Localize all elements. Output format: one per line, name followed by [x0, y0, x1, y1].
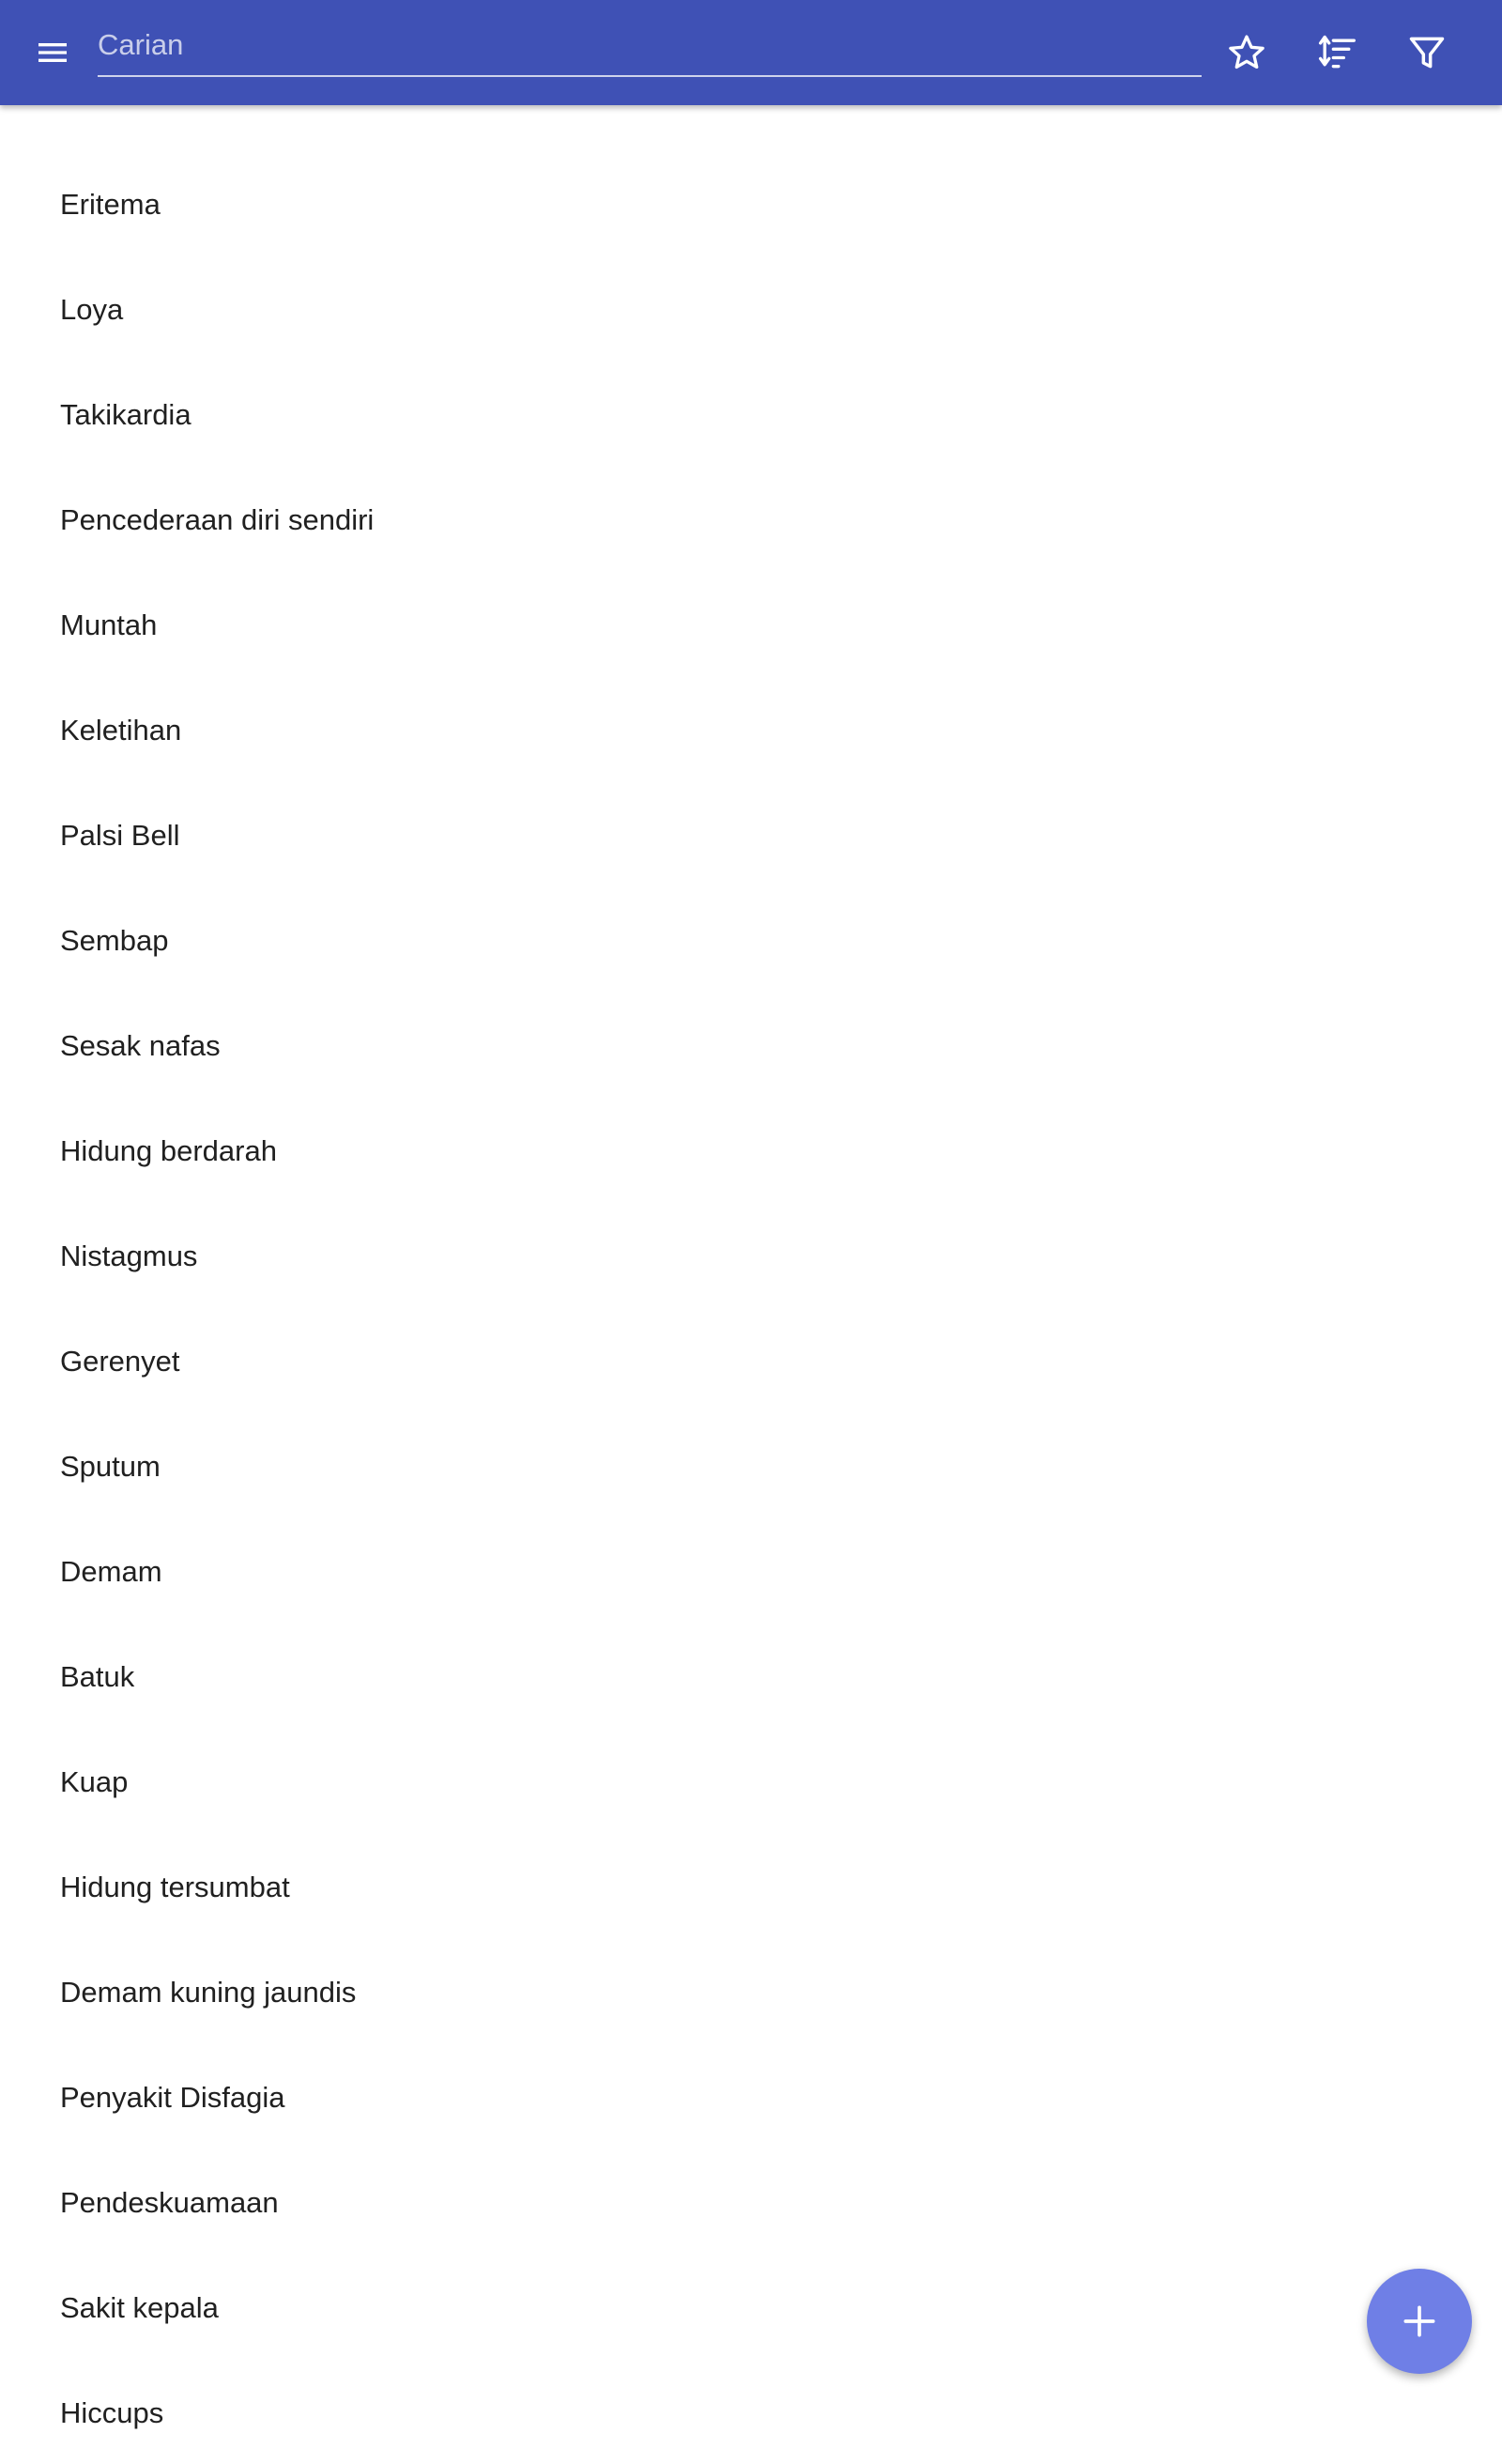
list-item[interactable]	[0, 676, 1502, 781]
list-item[interactable]	[0, 1097, 1502, 1202]
list-item[interactable]	[0, 1623, 1502, 1728]
list-item[interactable]	[0, 781, 1502, 886]
list-item-label: Hidung tersumbat	[60, 1871, 290, 1903]
menu-button[interactable]	[19, 19, 86, 86]
list-item-label: Muntah	[60, 608, 158, 641]
list-item-label: Hiccups	[60, 2396, 164, 2429]
list-item-label: Nistagmus	[60, 1240, 198, 1272]
list-item[interactable]	[0, 1307, 1502, 1412]
menu-icon	[34, 34, 71, 71]
list-item[interactable]	[0, 571, 1502, 676]
plus-icon	[1399, 2301, 1440, 2342]
list-item-label: Sembap	[60, 924, 169, 957]
list-item[interactable]	[0, 1412, 1502, 1517]
list-item-label: Sputum	[60, 1450, 161, 1483]
list-item[interactable]	[0, 1938, 1502, 2043]
list-item[interactable]	[0, 992, 1502, 1097]
list-item-label: Sesak nafas	[60, 1029, 221, 1062]
list-item-label: Takikardia	[60, 398, 192, 431]
list-item[interactable]	[0, 886, 1502, 992]
list-item-label: Kuap	[60, 1765, 129, 1798]
sort-button[interactable]	[1301, 19, 1372, 86]
symptom-list	[0, 105, 1502, 2429]
list-item[interactable]	[0, 2254, 1502, 2359]
list-item-label: Demam kuning jaundis	[60, 1976, 357, 2009]
list-item[interactable]	[0, 466, 1502, 571]
list-item-label: Eritema	[60, 188, 161, 221]
list-item-label: Loya	[60, 293, 124, 326]
list-item[interactable]	[0, 150, 1502, 255]
search-field[interactable]	[98, 17, 1202, 77]
list-item[interactable]	[0, 2043, 1502, 2148]
favorites-button[interactable]	[1211, 19, 1282, 86]
list-item-label: Keletihan	[60, 714, 182, 747]
list-item-label: Palsi Bell	[60, 819, 180, 852]
list-item[interactable]	[0, 255, 1502, 361]
filter-icon	[1406, 32, 1448, 73]
list-item-label: Demam	[60, 1555, 162, 1588]
list-item-label: Hidung berdarah	[60, 1134, 277, 1167]
list-item-label: Pendeskuamaan	[60, 2186, 279, 2219]
list-item[interactable]	[0, 1833, 1502, 1938]
list-item[interactable]	[0, 2148, 1502, 2254]
list-item[interactable]	[0, 2359, 1502, 2464]
sort-icon	[1316, 32, 1357, 73]
list-item[interactable]	[0, 361, 1502, 466]
list-item-label: Batuk	[60, 1660, 135, 1693]
list-item-label: Gerenyet	[60, 1345, 180, 1378]
search-input[interactable]	[98, 17, 1202, 73]
add-button[interactable]	[1367, 2269, 1472, 2374]
list-item-label: Penyakit Disfagia	[60, 2081, 285, 2114]
list-item[interactable]	[0, 1517, 1502, 1623]
filter-button[interactable]	[1391, 19, 1463, 86]
list-item[interactable]	[0, 1202, 1502, 1307]
list-item-label: Pencederaan diri sendiri	[60, 503, 375, 536]
list-item-label: Sakit kepala	[60, 2291, 219, 2324]
star-outline-icon	[1226, 32, 1267, 73]
app-bar	[0, 0, 1502, 105]
list-item[interactable]	[0, 1728, 1502, 1833]
